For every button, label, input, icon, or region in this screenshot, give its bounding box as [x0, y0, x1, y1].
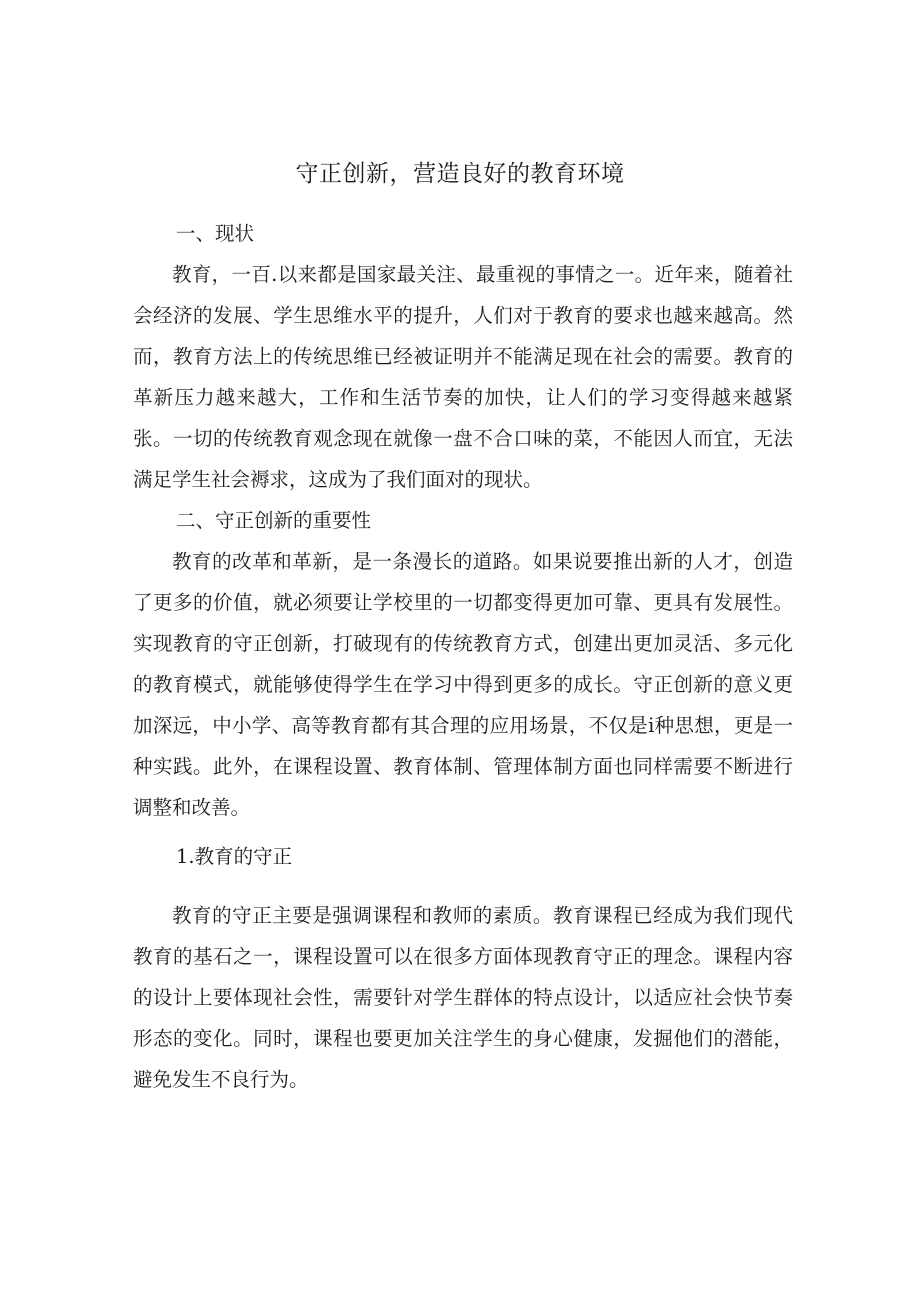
- section-heading-importance: 二、守正创新的重要性: [176, 509, 372, 532]
- paragraph-education-integrity: 教育的守正主要是强调课程和教师的素质。教育课程已经成为我们现代教育的基石之一，课程设置可以在很多方面体现教育守正的理念。课程内容的设计上要体现社会性，需要针对学生群体的特点设计，以适应社会快节奏形态的变化。同时，课程也要更加关注学生的身心健康，发掘他们的潜能，避免发生不良行为。: [133, 904, 793, 1091]
- document-title: 守正创新，营造良好的教育环境: [295, 161, 625, 187]
- section-heading-status: 一、现状: [176, 222, 255, 245]
- subsection-heading-education-integrity: 1.教育的守正: [176, 845, 293, 868]
- paragraph-importance: 教育的改革和革新，是一条漫长的道路。如果说要推出新的人才，创造了更多的价值，就必须要让学校里的一切都变得更加可靠、更具有发展性。实现教育的守正创新，打破现有的传统教育方式，创建出更加灵活、多元化的教育模式，就能够使得学生在学习中得到更多的成长。守正创新的意义更加深远，中小学、高等教育都有其合理的应用场景，不仅是i种思想，更是一种实践。此外，在课程设置、教育体制、管理体制方面也同样需要不断进行调整和改善。: [133, 550, 793, 819]
- paragraph-status: 教育，一百.以来都是国家最关注、最重视的事情之一。近年来，随着社会经济的发展、学生思维水平的提升，人们对于教育的要求也越来越高。然而，教育方法上的传统思维已经被证明并不能满足现在社会的需要。教育的革新压力越来越大，工作和生活节奏的加快，让人们的学习变得越来越紧张。一切的传统教育观念现在就像一盘不合口味的菜，不能因人而宜，无法满足学生社会褥求，这成为了我们面对的现状。: [133, 263, 793, 491]
